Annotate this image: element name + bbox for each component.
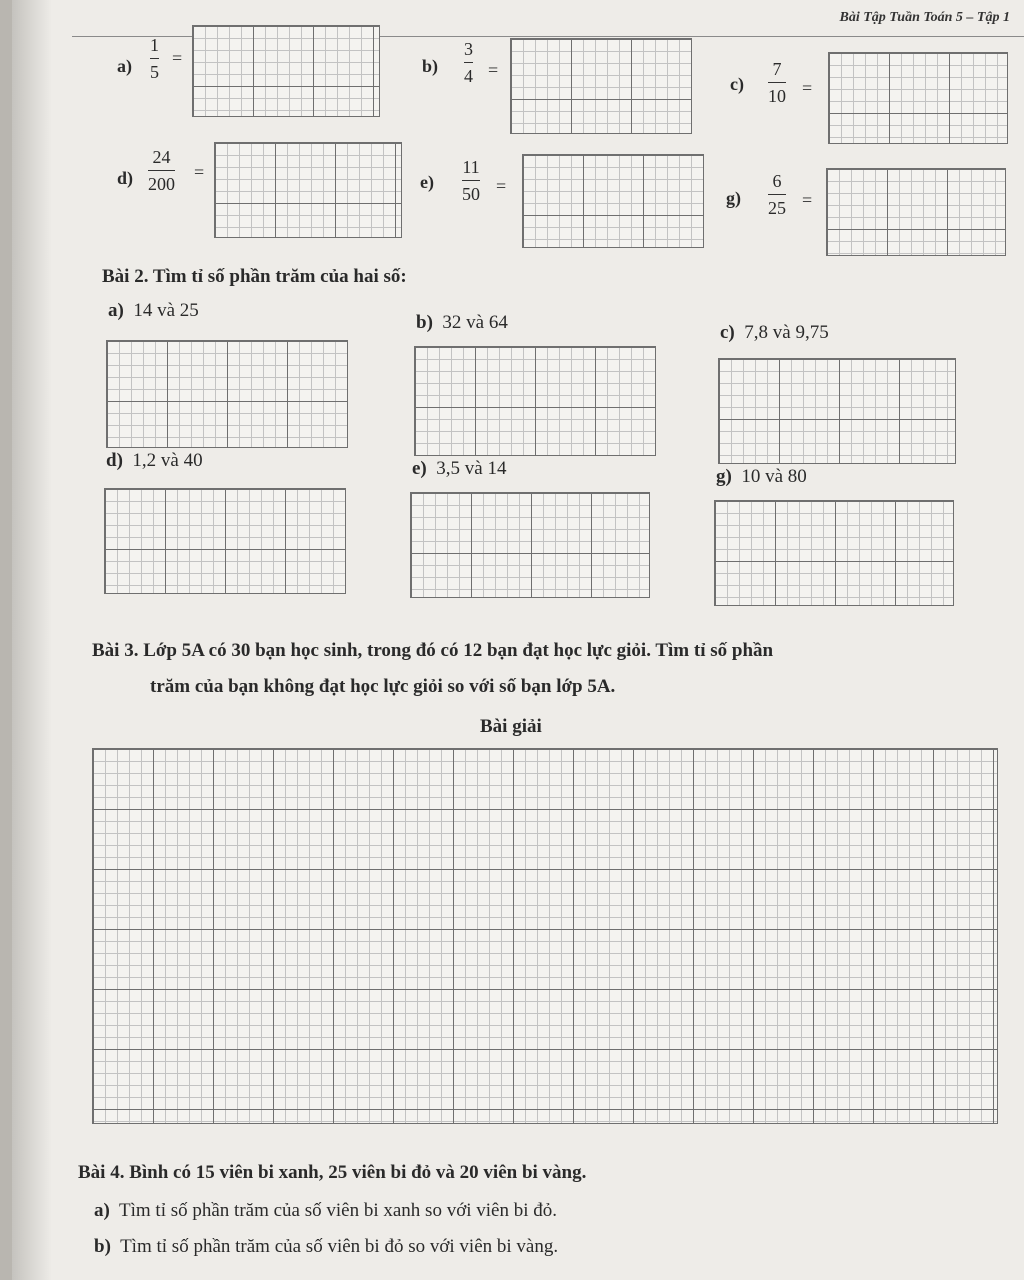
denominator: 50: [462, 184, 480, 204]
solution-label: Bài giải: [480, 716, 542, 737]
answer-grid-2e[interactable]: [410, 492, 650, 598]
answer-grid-1c[interactable]: [828, 52, 1008, 144]
bai1-fraction-g: [768, 170, 786, 219]
item-text: 10 và 80: [741, 466, 807, 487]
bai2-item-e: [412, 458, 506, 480]
denominator: 200: [148, 174, 175, 194]
fraction-bar: [768, 194, 786, 195]
item-label: b): [416, 312, 433, 333]
bai3-title: Bài 3.: [92, 640, 139, 661]
bai1-fraction-b: [464, 38, 473, 87]
answer-grid-2b[interactable]: [414, 346, 656, 456]
denominator: 5: [150, 62, 159, 82]
numerator: 3: [464, 39, 473, 59]
bai2-item-d: [106, 450, 203, 472]
item-label: c): [720, 322, 735, 343]
item-text: 32 và 64: [442, 312, 508, 333]
item-text: 1,2 và 40: [132, 450, 203, 471]
equals-sign: =: [488, 60, 499, 80]
numerator: 6: [772, 171, 782, 191]
numerator: 24: [152, 147, 171, 167]
equals-sign: =: [802, 190, 813, 210]
equals-sign: =: [194, 162, 205, 182]
item-label: a): [108, 300, 124, 321]
answer-grid-1a[interactable]: [192, 25, 380, 117]
bai2-item-g: [716, 466, 807, 488]
denominator: 4: [464, 66, 473, 86]
numerator: 11: [462, 157, 480, 177]
answer-grid-1b[interactable]: [510, 38, 692, 134]
bai1-fraction-d: [148, 146, 175, 195]
item-text: 7,8 và 9,75: [744, 322, 829, 343]
item-label: a): [94, 1200, 110, 1221]
bai3-text-1: Lớp 5A có 30 bạn học sinh, trong đó có 12 bạn đạt học lực giỏi. Tìm tỉ số phần: [143, 640, 774, 661]
bai1-fraction-a: [150, 34, 159, 83]
item-label: b): [94, 1236, 111, 1257]
item-text: 3,5 và 14: [436, 458, 507, 479]
answer-grid-1g[interactable]: [826, 168, 1006, 256]
denominator: 10: [768, 86, 786, 106]
bai1-label-g: g): [726, 188, 741, 208]
answer-grid-1e[interactable]: [522, 154, 704, 248]
fraction-bar: [768, 82, 786, 83]
equals-sign: =: [172, 48, 183, 68]
item-label: d): [106, 450, 123, 471]
item-text: Tìm tỉ số phần trăm của số viên bi đỏ so với viên bi vàng.: [120, 1236, 559, 1257]
item-label: e): [412, 458, 427, 479]
fraction-bar: [148, 170, 175, 171]
bai2-item-a: [108, 300, 199, 322]
bai3-line1: [92, 640, 773, 662]
bai2-item-c: [720, 322, 829, 344]
answer-grid-2g[interactable]: [714, 500, 954, 606]
page-shadow: [12, 0, 52, 1280]
answer-grid-2a[interactable]: [106, 340, 348, 448]
item-label: g): [716, 466, 732, 487]
page-header: Bài Tập Tuần Toán 5 – Tập 1: [839, 10, 1010, 25]
fraction-bar: [462, 180, 480, 181]
answer-grid-2d[interactable]: [104, 488, 346, 594]
denominator: 25: [768, 198, 786, 218]
bai1-label-d: d): [117, 168, 134, 188]
bai1-label-b: b): [422, 56, 439, 76]
bai1-fraction-c: [768, 58, 786, 107]
fraction-bar: [464, 62, 473, 63]
item-text: Tìm tỉ số phần trăm của số viên bi xanh so với viên bi đỏ.: [119, 1200, 558, 1221]
bai1-label-e: e): [420, 172, 434, 192]
numerator: 1: [150, 35, 159, 55]
solution-grid[interactable]: [92, 748, 998, 1124]
bai1-label-c: c): [730, 74, 744, 94]
worksheet-page: [12, 0, 1024, 1280]
bai1-label-a: a): [117, 56, 132, 76]
answer-grid-2c[interactable]: [718, 358, 956, 464]
bai4-item-b: [94, 1236, 558, 1258]
fraction-bar: [150, 58, 159, 59]
equals-sign: =: [802, 78, 813, 98]
bai2-item-b: [416, 312, 508, 334]
bai1-fraction-e: [462, 156, 480, 205]
bai4-title: Bài 4. Bình có 15 viên bi xanh, 25 viên bi đỏ và 20 viên bi vàng.: [78, 1162, 587, 1183]
item-text: 14 và 25: [133, 300, 199, 321]
answer-grid-1d[interactable]: [214, 142, 402, 238]
equals-sign: =: [496, 176, 507, 196]
bai2-title: Bài 2. Tìm tỉ số phần trăm của hai số:: [102, 266, 407, 287]
bai4-item-a: [94, 1200, 557, 1222]
numerator: 7: [772, 59, 782, 79]
bai3-line2: trăm của bạn không đạt học lực giỏi so với số bạn lớp 5A.: [150, 676, 616, 697]
